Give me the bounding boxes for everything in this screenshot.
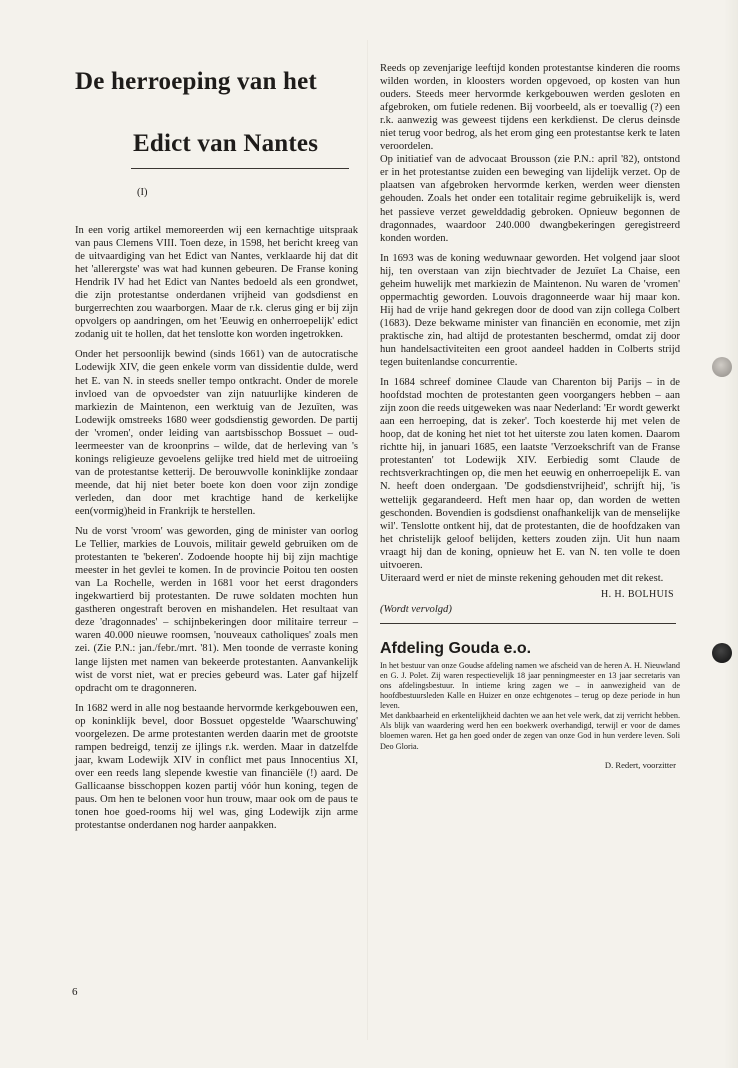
article-paragraph: Nu de vorst 'vroom' was geworden, ging de minister van oorlog Le Tellier, markies de Louvois, militair geweld gebruiken om de protestanten te 'bekeren'. Zodoende hoopte hij bij zijn machtige meester in het gevlei te komen. In de provincie Poitou ten oosten van La Rochelle, werden in 1681 voor het eerst dragonders ingekwartierd bij protestanten. De ruwe soldaten mochten hun gastheren ongestraft beroven en mishandelen. Het resultaat van deze 'dragonnades' – schijnbekeringen door militaire terreur – waren 40.000 nieuwe roomsen, 'nouveaux catholiques' zoals men zei. (Zie P.N.: jan./febr./mrt. '81). Men toonde de verraste koning lange lijsten met namen van bekeerde protestanten. Aanvankelijk wist de vorst niet, wat er precies gebeurd was. Later gaf hijzelf opdracht om te dragonneren. — [75, 526, 358, 694]
article-title-line-1: De herroeping van het — [75, 68, 317, 95]
department-signature: D. Redert, voorzitter — [604, 759, 676, 770]
page-fold — [367, 40, 368, 1040]
article-part-number: (I) — [137, 187, 148, 198]
left-column — [75, 58, 358, 839]
title-rule — [131, 168, 349, 169]
article-author: H. H. BOLHUIS — [601, 588, 674, 600]
article-paragraph: Reeds op zevenjarige leeftijd konden protestantse kinderen die rooms wilden worden, in kloosters worden opgevoed, op kosten van hun ouders. Steeds meer hervormde kerkgebouwen werden gesloten en afgebroken, om futiele redenen. Bij voorbeeld, als er toevallig (?) een r.k. aanwezig was geweest tijdens een kerkdienst. De clerus deinsde niet terug voor bedrog, als het erom ging een protestantse kerk te laten veroordelen. — [380, 63, 680, 153]
continued-note: (Wordt vervolgd) — [380, 603, 452, 615]
article-paragraph: In een vorig artikel memoreerden wij een kernachtige uitspraak van paus Clemens VIII. Toen deze, in 1598, het bericht kreeg van de uitvaardiging van het Edict van Nantes, verklaarde hij dat dit het 'allerergste' was wat had kunnen gebeuren. De Franse koning Hendrik IV had het Edict van Nantes bedoeld als een grondwet, die zijn protestantse onderdanen vrijheid van godsdienst en burgerrechten zou waarborgen. Maar de r.k. clerus ging er bij zijn opvolgers op aandringen, om het 'Eeuwig en onherroepelijk' edict zodanig uit te hollen, dat het tenslotte kon worden ingetrokken. — [75, 225, 358, 341]
article-paragraph: In 1693 was de koning weduwnaar geworden. Het volgend jaar sloot hij, ten overstaan van zijn biechtvader de Jezuïet La Chaise, een geheim huwelijk met markiezin de Maintenon. Nu waren de 'vromen' oppermachtig geworden. Louvois dragonneerde waar hij maar kon. Hij had de vrije hand gekregen door de dood van zijn collega Colbert (1683). Deze bekwame minister van financiën en economie, met zijn praktische zin, had altijd de protestanten beschermd, omdat zij door hun handelsactiviteiten een groot aandeel hadden in Colberts strijd tegen buitenlandse concurrentie. — [380, 252, 680, 369]
punch-hole-icon — [712, 357, 732, 377]
department-paragraph: In het bestuur van onze Goudse afdeling namen we afscheid van de heren A. H. Nieuwland en G. J. Polet. Zij waren respectievelijk 18 jaar penningmeester en 13 jaar secretaris van ons afdelingsbestuur. In intieme kring zagen we – in aanwezigheid van de hoofdbestuursleden Kalle en Huizer en onze echtgenotes – terug op deze periode in hun leven. — [380, 660, 680, 711]
section-rule — [380, 623, 676, 624]
department-title: Afdeling Gouda e.o. — [380, 639, 532, 657]
punch-hole-icon — [712, 643, 732, 663]
article-title-line-2: Edict van Nantes — [133, 130, 319, 157]
article-paragraph: In 1684 schreef dominee Claude van Charenton bij Parijs – in de hoofdstad mochten de protestanten geen voorgangers hebben – aan zijn zoon die reeds uitgeweken was naar Nederland: 'Er wordt gewerkt aan een herroeping, dat is zeker'. Toch koesterde hij met velen de hoop, dat de koning het niet tot het uiterste zou laten komen. Daarom richtte hij, in januari 1685, een laatste 'Verzoekschrift van de Franse protestanten' tot Lodewijk XIV. Eerbiedig somt Claude de rechtsverkrachtingen op, die men het eeuwig en onherroepelijk E. van N. heeft doen ondergaan. 'De godsdienstvrijheid', schrijft hij, 'is wettelijk gegarandeerd. Heft men haar op, dan worden de wetten geschonden. Bovendien is godsdienst onafhankelijk van de menselijke wil'. Tenslotte ontkent hij, dat de protestanten, die de hoofdzaken van het christelijk geloof belijden, ketters zouden zijn. Uit hun naam vraagt hij dan de koning, opnieuw het E. van N. ten volle te doen uitvoeren. — [380, 377, 680, 571]
right-column — [380, 62, 680, 770]
article-paragraph: Op initiatief van de advocaat Brousson (zie P.N.: april '82), ontstond er in het protestantse zuiden een beweging van lijdelijk verzet. Op de plaatsen van afgebroken hervormde kerken, werden weer diensten gehouden. Zoals het onder een totalitair regime gebruikelijk is, werd het passieve verzet gewelddadig gebroken. Opnieuw begonnen de dragonnades, waardoor 240.000 dwangbekeringen geregistreerd konden worden. — [380, 154, 680, 244]
page-edge-shadow — [724, 0, 738, 1068]
article-paragraph: In 1682 werd in alle nog bestaande hervormde kerkgebouwen een, op koninklijk bevel, door Bossuet opgestelde 'Waarschuwing' voorgelezen. De arme protestanten werden daarin met de grootste rampen bedreigd, tenzij ze ijlings r.k. werden. Maar in datzelfde jaar, kwam Lodewijk XIV in conflict met paus Innocentius XI, over een reeds lang slepende kwestie van financiële (!) aard. De Gallicaanse bisschoppen kozen partij vóór hun koning, tegen de paus. Om hen te belonen voor hun trouw, maar ook om de paus te tonen hoe goed-rooms hij wel was, ging Lodewijk zijn arme protestantse onderdanen nog harder aanpakken. — [75, 702, 358, 832]
page-number: 6 — [72, 986, 78, 998]
article-paragraph: Onder het persoonlijk bewind (sinds 1661) van de autocratische Lodewijk XIV, die geen enkele vorm van dissidentie dulde, werd het E. van N. in steeds sneller tempo ontkracht. Onder de morele invloed van de opvoedster van zijn natuurlijke kinderen de markiezin de Maintenon, een werktuig van de Jezuïten, was Lodewijk omstreeks 1680 weer godsdienstig geworden. De partij der 'vromen', onder leiding van aartsbisschop Bossuet – oud-leermeester van de kroonprins – wilde, dat de herleving van 's konings religieuze gevoelens gelijke tred hield met de uitroeiing van de protestantse ketterij. De berouwvolle koninklijke zondaar meende, dat hij niet beter boete kon doen voor zijn zondige verleden, dan door met krachtige hand de kerkelijke een(vormig)heid in Frankrijk te herstellen. — [75, 349, 358, 517]
department-text — [380, 661, 680, 752]
article-paragraph: Uiteraard werd er niet de minste rekening gehouden met dit rekest. — [380, 572, 664, 584]
department-paragraph: Met dankbaarheid en erkentelijkheid dachten we aan het vele werk, dat zij verricht hebben. Als blijk van waardering werd hen een boekwerk overhandigd, terwijl er voor de dames bloemen waren. Het ga hen goed onder de zegen van onze God in hun verdere leven. Soli Deo Gloria. — [380, 711, 680, 751]
